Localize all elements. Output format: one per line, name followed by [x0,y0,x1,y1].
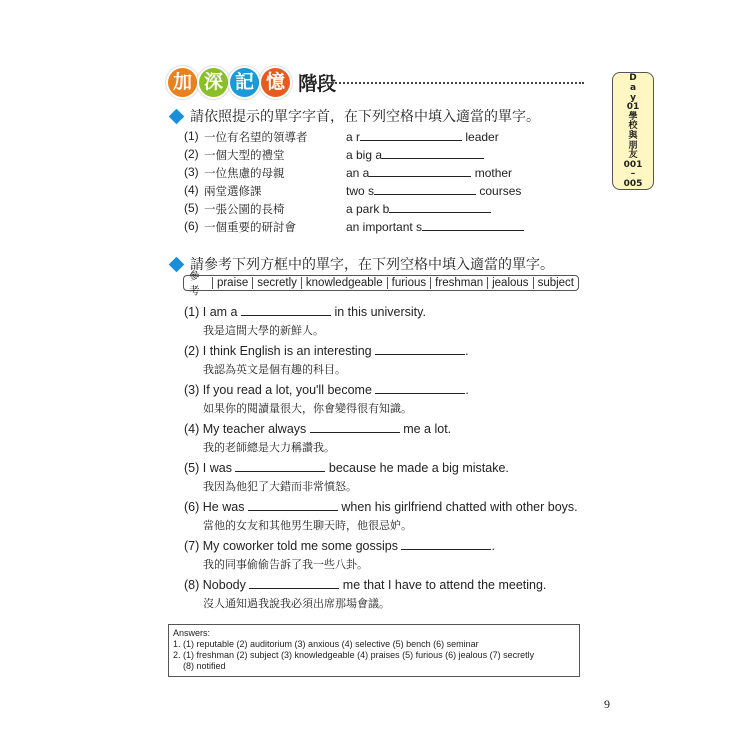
side-tab-char: 001 [623,159,643,170]
row-english-prompt [346,165,512,180]
reference-word: secretly [252,277,301,289]
side-tab-char: 學 [628,111,638,122]
part2-instruction-text: 請參考下列方框中的單字，在下列空格中填入適當的單字。 [190,256,554,272]
row-number: (6) [184,219,199,233]
prompt-prefix: two s [346,184,375,198]
part1-instruction [170,106,540,126]
row-number: (3) [184,165,199,179]
sentence-english [184,499,604,516]
sentence-suffix: . [491,539,495,553]
sentence-english [184,304,604,321]
sentence-english [184,460,604,477]
item-number: (6) [184,500,200,514]
reference-word: subject [533,277,578,289]
part1-row [184,129,544,145]
sentence-prefix: Nobody [202,578,250,592]
part1-row [184,183,544,199]
answer-key-line: 2. (1) freshman (2) subject (3) knowledgeable (4) praises (5) furious (6) jealous (7) secretly [173,650,535,660]
answer-key-box [168,624,580,677]
diamond-bullet-icon [169,256,185,272]
sentence-suffix: . [465,383,469,397]
sentence-prefix: My coworker told me some gossips [202,539,402,553]
side-tab-char: 005 [623,178,643,189]
row-english-prompt [346,219,524,234]
sentence-item [184,538,604,572]
part1-row [184,219,544,235]
sentence-chinese: 我的老師總是大力稱讚我。 [203,441,335,454]
part1-row [184,147,544,163]
title-suffix: 階段 [298,73,337,95]
title-badge-1: 加 [168,68,197,97]
answer-blank[interactable] [382,147,484,159]
item-number: (5) [184,461,200,475]
sentence-suffix: me a lot. [399,422,452,436]
section-title [168,68,336,97]
answer-blank[interactable] [369,165,471,177]
sentence-chinese: 沒人通知過我說我必須出席那場會議。 [203,597,390,610]
answer-blank[interactable] [422,219,524,231]
sentence-chinese: 我因為他犯了大錯而非常憤怒。 [203,480,357,493]
answer-key-line: (8) notified [173,661,226,671]
part1-row [184,165,544,181]
sentence-english [184,538,604,555]
word-reference-box [183,270,579,297]
sentence-english [184,577,604,594]
part1-instruction-text: 請依照提示的單字字首，在下列空格中填入適當的單字。 [190,108,540,124]
row-english-prompt [346,201,491,216]
reference-word: jealous [487,277,532,289]
prompt-prefix: a big a [346,148,383,162]
title-badge-4: 憶 [261,68,290,97]
sentence-chinese: 我的同事偷偷告訴了我一些八卦。 [203,558,368,571]
answer-blank[interactable] [241,304,331,316]
prompt-prefix: an important s [346,220,423,234]
day-side-tab [612,72,654,190]
row-chinese-hint: 一位有名望的領導者 [204,130,308,144]
side-tab-char: 與 [628,131,638,141]
row-english-prompt [346,129,499,144]
diamond-bullet-icon [169,108,185,124]
row-number: (2) [184,147,199,161]
answer-key-title: Answers: [173,628,211,638]
side-tab-char: – [630,169,636,180]
answer-blank[interactable] [375,382,465,394]
sentence-suffix: . [465,344,469,358]
answer-blank[interactable] [389,201,491,213]
prompt-prefix: a r [346,130,361,144]
row-number: (5) [184,201,199,215]
page-number: 9 [604,697,610,711]
sentence-item [184,460,604,494]
row-chinese-hint: 一張公園的長椅 [204,202,285,216]
reference-word: praise [212,277,252,289]
row-chinese-hint: 一個大型的禮堂 [204,148,285,162]
sentence-suffix: me that I have to attend the meeting. [339,578,547,592]
answer-blank[interactable] [235,460,325,472]
item-number: (3) [184,383,200,397]
sentence-english [184,421,604,438]
side-tab-char: a [629,83,637,94]
part1-row [184,201,544,217]
sentence-item [184,343,604,377]
side-tab-char: D [629,73,637,84]
reference-word: knowledgeable [301,277,387,289]
sentence-chinese: 如果你的閱讀量很大，你會變得很有知識。 [203,402,412,415]
sentence-prefix: He was [202,500,248,514]
side-tab-char: 朋 [628,140,638,151]
prompt-prefix: a park b [346,202,390,216]
sentence-item [184,304,604,338]
sentence-chinese: 我是這間大學的新鮮人。 [203,324,324,337]
title-dotted-divider [312,82,584,84]
item-number: (1) [184,305,200,319]
answer-blank[interactable] [375,343,465,355]
answer-blank[interactable] [310,421,400,433]
sentence-prefix: If you read a lot, you'll become [202,383,376,397]
sentence-item [184,577,604,611]
prompt-suffix: courses [476,184,522,198]
side-tab-char: 友 [628,150,638,161]
answer-blank[interactable] [249,577,339,589]
item-number: (4) [184,422,200,436]
sentence-chinese: 我認為英文是個有趣的科目。 [203,363,346,376]
reference-word: furious [387,277,431,289]
sentence-prefix: I am a [202,305,241,319]
reference-label: 參考 [189,270,200,297]
sentence-item [184,382,604,416]
sentence-prefix: I was [202,461,236,475]
sentence-prefix: I think English is an interesting [202,344,376,358]
part2-instruction [170,254,554,274]
row-english-prompt [346,183,521,198]
answer-blank[interactable] [248,499,338,511]
prompt-prefix: an a [346,166,370,180]
answer-blank[interactable] [360,129,462,141]
title-badge-2: 深 [199,68,228,97]
row-chinese-hint: 一個重要的研討會 [204,220,296,234]
side-tab-char: 01 [626,102,640,113]
item-number: (7) [184,539,200,553]
side-tab-char: y [630,92,636,103]
row-number: (4) [184,183,199,197]
prompt-suffix: leader [462,130,499,144]
sentence-english [184,343,604,360]
side-tab-char: 校 [628,121,638,132]
prompt-suffix: mother [471,166,513,180]
sentence-suffix: because he made a big mistake. [325,461,509,475]
sentence-english [184,382,604,399]
sentence-item [184,499,604,533]
row-english-prompt [346,147,484,162]
row-number: (1) [184,129,199,143]
answer-blank[interactable] [401,538,491,550]
item-number: (2) [184,344,200,358]
sentence-chinese: 當他的女友和其他男生聊天時，他很忌妒。 [203,519,412,532]
reference-word: freshman [430,277,487,289]
title-badge-3: 記 [230,68,259,97]
sentence-suffix: in this university. [330,305,426,319]
answer-blank[interactable] [374,183,476,195]
sentence-prefix: My teacher always [202,422,310,436]
row-chinese-hint: 一位焦慮的母親 [204,166,285,180]
answer-key-line: 1. (1) reputable (2) auditorium (3) anxious (4) selective (5) bench (6) seminar [173,639,479,649]
sentence-item [184,421,604,455]
sentence-suffix: when his girlfriend chatted with other boys. [337,500,578,514]
row-chinese-hint: 兩堂選修課 [204,184,262,198]
item-number: (8) [184,578,200,592]
